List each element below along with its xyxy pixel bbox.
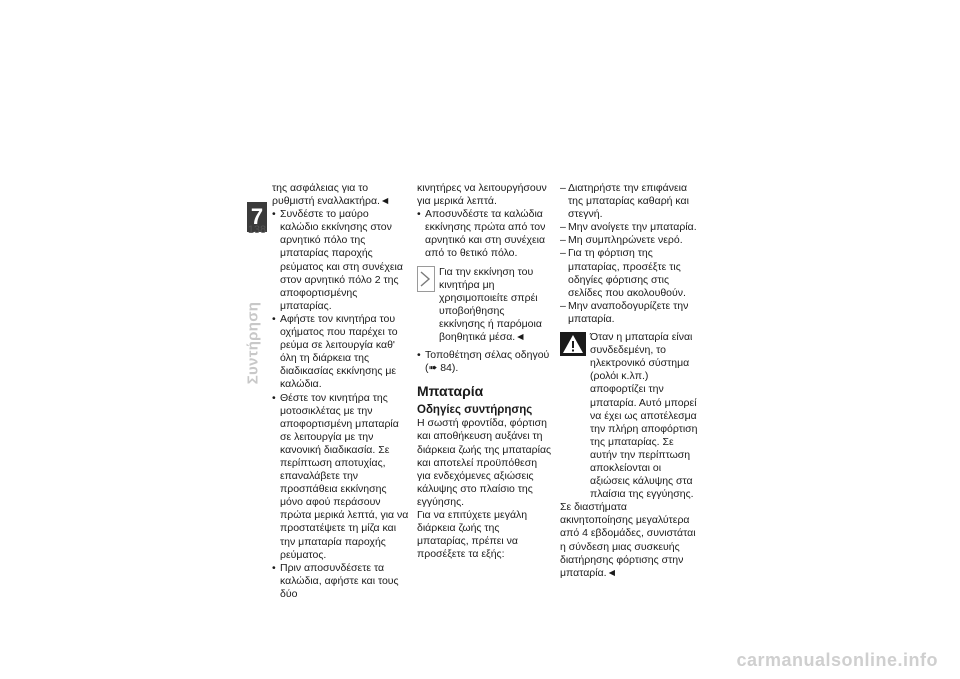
warning-triangle-icon: [560, 332, 586, 360]
bullet-marker: •: [272, 312, 276, 325]
list-item-text: Μην αναποδογυρίζετε την μπαταρία.: [568, 299, 689, 325]
notice-text: Για την εκκίνηση του κινητήρα μη χρησιμοποιείτε σπρέι υποβοήθησης εκκίνησης ή παρόμοια βοηθητικά μέσα.◄: [439, 265, 542, 344]
warning-text: Όταν η μπαταρία είναι συνδεδεμένη, το ηλεκτρονικό σύστημα (ρολόι κ.λπ.) αποφορτίζει την μπαταρία. Αυτό μπορεί να έχει ως αποτέλεσμα την πλήρη αποφόρτιση της μπαταρίας. Σε αυτήν την περίπτωση αποκλείονται οι αξιώσεις κάλυψης στα πλαίσια της εγγύησης.: [590, 331, 698, 501]
list-item-text: Τοποθέτηση σέλας οδηγού (➠ 84).: [425, 349, 550, 375]
list-item: [272, 392, 410, 562]
bullet-marker: •: [417, 208, 421, 221]
list-item-text: Μη συμπληρώνετε νερό.: [568, 234, 683, 247]
column-3: [560, 182, 700, 580]
list-item-text: Πριν αποσυνδέσετε τα καλώδια, αφήστε και τους δύο: [280, 561, 399, 600]
list-item: [417, 208, 553, 260]
list-item: [560, 182, 700, 221]
list-item: [272, 562, 410, 601]
section-heading: Μπαταρία: [417, 383, 484, 400]
list-item: [560, 234, 700, 247]
dash-marker: –: [560, 299, 566, 312]
bullet-marker: •: [272, 391, 276, 404]
col2-intro: κινητήρες να λειτουργήσουν για μερικά λεπτά.: [417, 182, 547, 208]
page-number: 138: [247, 224, 267, 236]
paragraph: Για να επιτύχετε μεγάλη διάρκεια ζωής της μπαταρίας, πρέπει να προσέξετε τα εξής:: [417, 508, 528, 561]
notice-arrow-icon: [417, 266, 435, 296]
list-item-text: Μην ανοίγετε την μπαταρία.: [568, 221, 697, 234]
list-item-text: Συνδέστε το μαύρο καλώδιο εκκίνησης στον αρνητικό πόλο της μπαταρίας παροχής ρεύματος και στη συνέχεια στον αρνητικό πόλο 2 της αποφορτισμένης μπαταρίας.: [280, 208, 403, 312]
dash-marker: –: [560, 182, 566, 194]
dash-marker: –: [560, 234, 566, 247]
list-item-text: Αποσυνδέστε τα καλώδια εκκίνησης πρώτα από τον αρνητικό και στη συνέχεια από το θετικό πόλο.: [425, 208, 546, 260]
dash-marker: –: [560, 247, 566, 260]
paragraph: Η σωστή φροντίδα, φόρτιση και αποθήκευση αυξάνει τη διάρκεια ζωής της μπαταρίας και αποτελεί προϋπόθεση για ενδεχόμενες αξιώσεις κάλυψης στο πλαίσιο της εγγύησης.: [417, 417, 552, 508]
notice-box: [417, 266, 553, 345]
warning-box: [560, 331, 700, 501]
chapter-number-tab: 7: [247, 202, 267, 232]
list-item-text: Θέστε τον κινητήρα της μοτοσικλέτας με την αποφορτισμένη μπαταρία σε λειτουργία με την κανονική διαδικασία. Σε περίπτωση αποτυχίας, επαναλάβετε την προσπάθεια εκκίνησης μόνο αφού περάσουν πρώτα μερικά λεπτά, για να προστατέψετε τη μίζα και την μπαταρία παροχής ρεύματος.: [280, 391, 409, 561]
section-subheading: Οδηγίες συντήρησης: [417, 404, 533, 417]
list-item: [272, 313, 410, 392]
list-item: [417, 349, 553, 375]
dash-marker: –: [560, 221, 566, 234]
list-item-text: Διατηρήστε την επιφάνεια της μπαταρίας καθαρή και στεγνή.: [568, 182, 689, 221]
list-item: [272, 208, 410, 313]
chapter-title-vertical: Συντήρηση: [244, 301, 262, 385]
list-item: [560, 300, 700, 326]
column-1: [272, 182, 410, 601]
list-item-text: Αφήστε τον κινητήρα του οχήματος που παρέχει το ρεύμα σε λειτουργία καθ' όλη τη διάρκεια της διαδικασίας εκκίνησης με καλώδια.: [280, 312, 398, 391]
col1-intro: της ασφάλειας για το ρυθμιστή εναλλακτήρα.◄: [272, 182, 391, 208]
bullet-marker: •: [417, 349, 421, 362]
list-item-text: Για τη φόρτιση της μπαταρίας, προσέξτε τις οδηγίες φόρτισης στις σελίδες που ακολουθούν.: [568, 247, 686, 299]
column-2: [417, 182, 553, 561]
bullet-marker: •: [272, 561, 276, 574]
paragraph: Σε διαστήματα ακινητοποίησης μεγαλύτερα από 4 εβδομάδες, συνιστάται η σύνδεση μιας συσκευής διατήρησης φόρτισης στην μπαταρία.◄: [560, 501, 696, 579]
watermark-text: carmanualsonline.info: [736, 650, 938, 670]
bullet-marker: •: [272, 208, 276, 221]
list-item: [560, 247, 700, 299]
list-item: [560, 221, 700, 234]
